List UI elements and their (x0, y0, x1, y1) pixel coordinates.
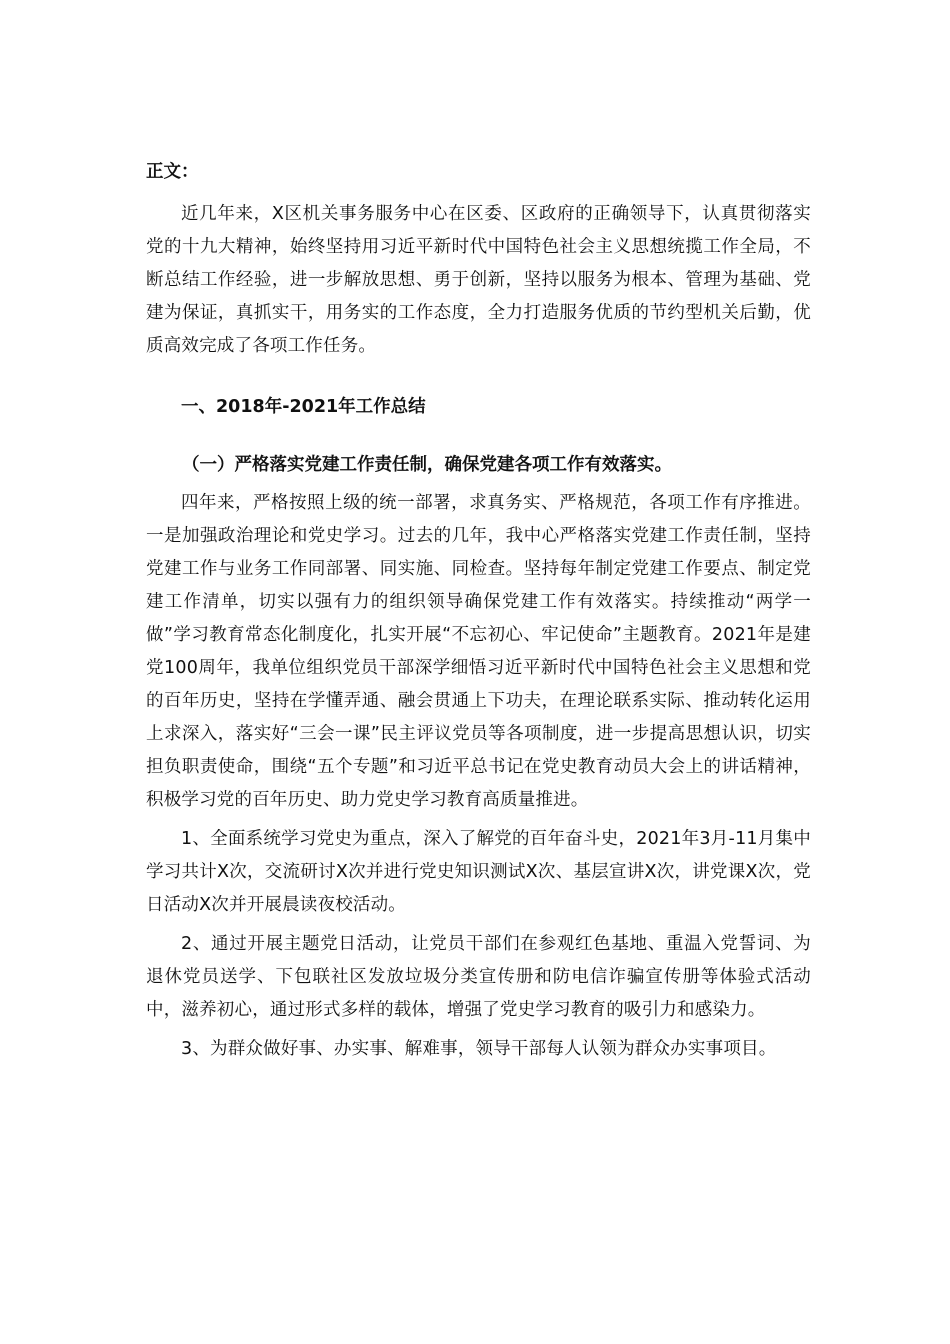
body-label: 正文： (146, 162, 199, 182)
section-heading: 一、2018年-2021年工作总结 (181, 397, 426, 417)
subsection-paragraph: 四年来，严格按照上级的统一部署，求真务实、严格规范，各项工作有序推进。一是加强政治理论和党史学习。过去的几年，我中心严格落实党建工作责任制，坚持党建工作与业务工作同部署、同实施、同检查。坚持每年制定党建工作要点、制定党建工作清单，切实以强有力的组织领导确保党建工作有效落实。持续推动“两学一做”学习教育常态化制度化，扎实开展“不忘初心、牢记使命”主题教育。2021年是建党100周年，我单位组织党员干部深学细悟习近平新时代中国特色社会主义思想和党的百年历史，坚持在学懂弄通、融会贯通上下功夫，在理论联系实际、推动转化运用上求深入，落实好“三会一课”民主评议党员等各项制度，进一步提高思想认识，切实担负职责使命，围绕“五个专题”和习近平总书记在党史教育动员大会上的讲话精神，积极学习党的百年历史、助力党史学习教育高质量推进。 (146, 493, 811, 810)
subsection-heading: （一）严格落实党建工作责任制，确保党建各项工作有效落实。 (182, 455, 672, 475)
list-item: 2、通过开展主题党日活动，让党员干部们在参观红色基地、重温入党誓词、为退休党员送学、下包联社区发放垃圾分类宣传册和防电信诈骗宣传册等体验式活动中，滋养初心，通过形式多样的载体，增强了党史学习教育的吸引力和感染力。 (146, 934, 811, 1020)
document-body (146, 152, 811, 1066)
intro-paragraph: 近几年来，X区机关事务服务中心在区委、区政府的正确领导下，认真贯彻落实党的十九大精神，始终坚持用习近平新时代中国特色社会主义思想统揽工作全局，不断总结工作经验，进一步解放思想、勇于创新，坚持以服务为根本、管理为基础、党建为保证，真抓实干，用务实的工作态度，全力打造服务优质的节约型机关后勤，优质高效完成了各项工作任务。 (146, 204, 811, 356)
list-item: 3、为群众做好事、办实事、解难事，领导干部每人认领为群众办实事项目。 (181, 1039, 777, 1059)
list-item: 1、全面系统学习党史为重点，深入了解党的百年奋斗史，2021年3月-11月集中学习共计X次，交流研讨X次并进行党史知识测试X次、基层宣讲X次，讲党课X次，党日活动X次并开展晨读夜校活动。 (146, 829, 811, 915)
